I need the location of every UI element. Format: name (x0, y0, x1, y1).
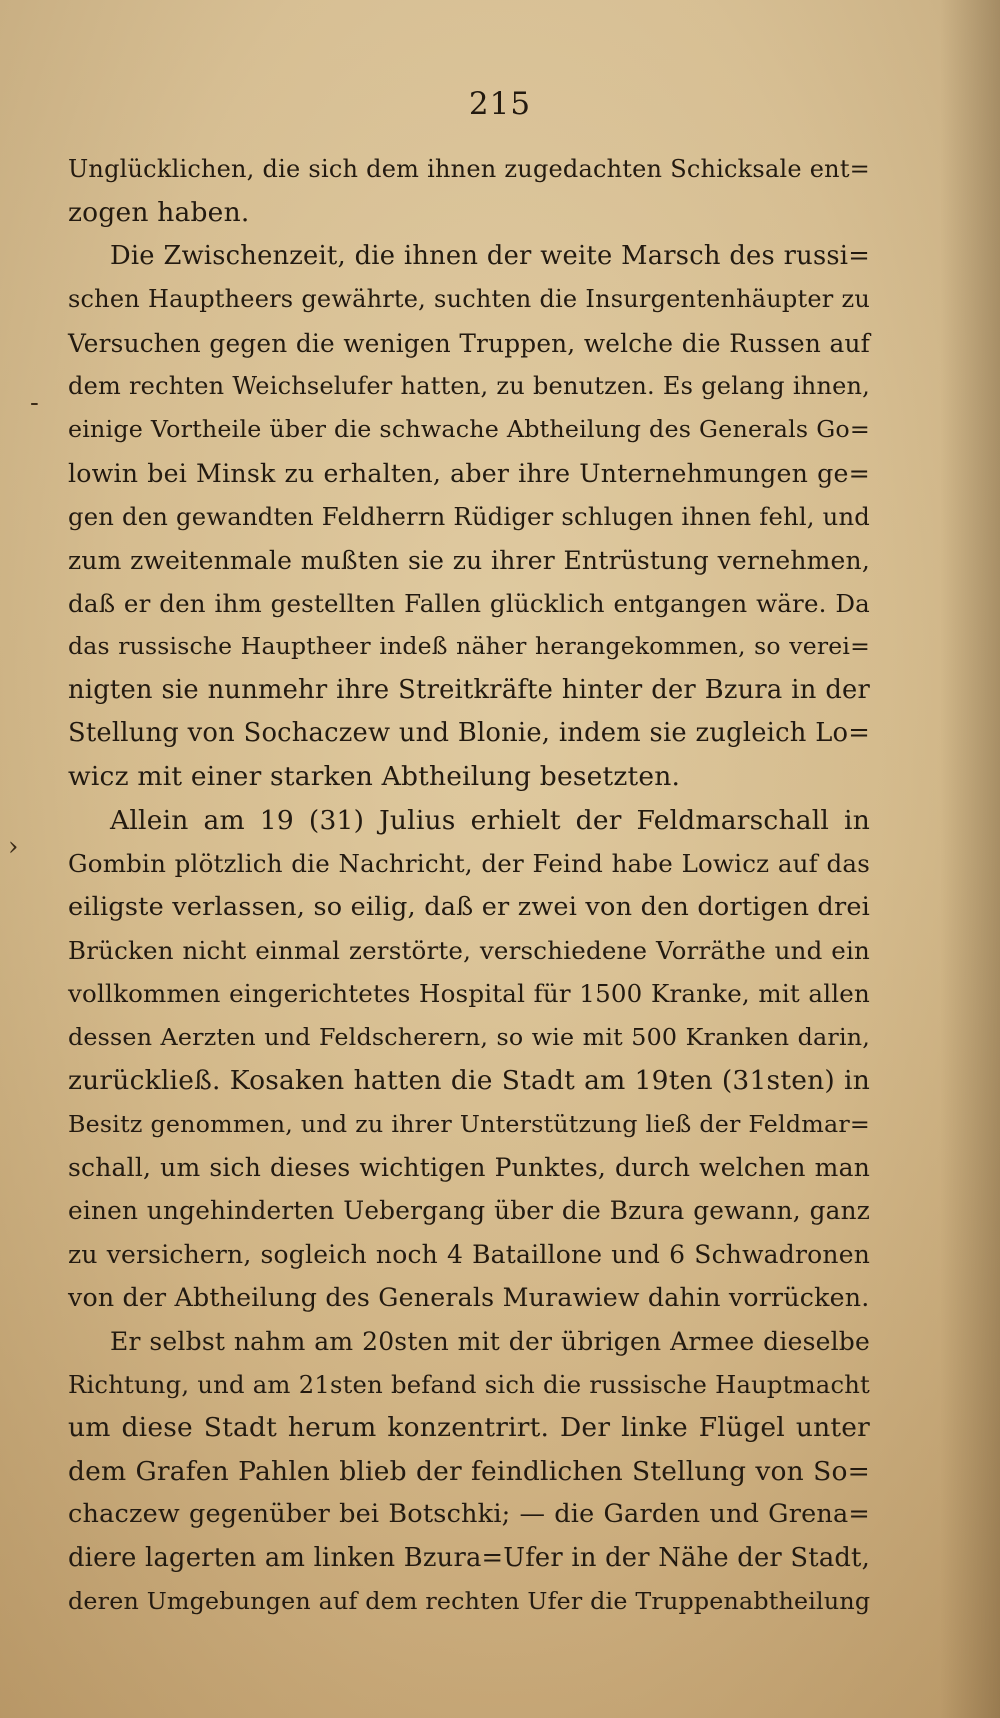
text-line: einige Vortheile über die schwache Abtheilung des Generals Go= (68, 415, 870, 444)
body-text (68, 148, 870, 1623)
text-line: Richtung, und am 21sten befand sich die russische Hauptmacht (68, 1369, 870, 1399)
text-line: diere lagerten am linken Bzura=Ufer in der Nähe der Stadt, (68, 1542, 870, 1573)
text-line: schall, um sich dieses wichtigen Punktes, durch welchen man (68, 1152, 870, 1182)
text-line: Er selbst nahm am 20sten mit der übrigen Armee dieselbe (110, 1326, 870, 1356)
text-line: gen den gewandten Feldherrn Rüdiger schlugen ihnen fehl, und (68, 502, 870, 532)
text-line: zogen haben. (68, 197, 250, 229)
text-line: Versuchen gegen die wenigen Truppen, welche die Russen auf (68, 328, 870, 358)
margin-mark: › (8, 832, 19, 862)
text-line: von der Abtheilung des Generals Murawiew dahin vorrücken. (68, 1283, 870, 1313)
text-line: eiligste verlassen, so eilig, daß er zwei von den dortigen drei (68, 891, 870, 922)
text-line: wicz mit einer starken Abtheilung besetzten. (68, 761, 681, 793)
text-line: dem Grafen Pahlen blieb der feindlichen Stellung von So= (68, 1455, 870, 1487)
text-line: dem rechten Weichselufer hatten, zu benutzen. Es gelang ihnen, (68, 371, 870, 400)
text-line: daß er den ihm gestellten Fallen glücklich entgangen wäre. Da (68, 588, 870, 618)
text-line: Stellung von Sochaczew und Blonie, indem sie zugleich Lo= (68, 718, 870, 749)
text-line: chaczew gegenüber bei Botschki; — die Garden und Grena= (68, 1499, 870, 1530)
text-line: Gombin plötzlich die Nachricht, der Feind habe Lowicz auf das (68, 849, 870, 879)
text-line: Allein am 19 (31) Julius erhielt der Feldmarschall in (110, 804, 870, 836)
text-line: zum zweitenmale mußten sie zu ihrer Entrüstung vernehmen, (68, 545, 870, 575)
text-line: dessen Aerzten und Feldscherern, so wie mit 500 Kranken darin, (68, 1022, 870, 1051)
margin-mark: - (30, 388, 39, 418)
text-line: nigten sie nunmehr ihre Streitkräfte hinter der Bzura in der (68, 674, 870, 705)
page-number: 215 (468, 86, 532, 122)
page-edge-shadow (940, 0, 1000, 1718)
text-line: vollkommen eingerichtetes Hospital für 1500 Kranke, mit allen (68, 979, 870, 1009)
text-line: schen Hauptheers gewährte, suchten die Insurgentenhäupter zu (68, 285, 870, 314)
text-line: das russische Hauptheer indeß näher herangekommen, so verei= (68, 632, 870, 661)
text-line: deren Umgebungen auf dem rechten Ufer die Truppenabtheilung (68, 1586, 871, 1615)
text-line: zu versichern, sogleich noch 4 Bataillone und 6 Schwadronen (68, 1239, 870, 1269)
text-line: zurückließ. Kosaken hatten die Stadt am 19ten (31sten) in (68, 1065, 870, 1097)
text-line: Besitz genommen, und zu ihrer Unterstützung ließ der Feldmar= (68, 1109, 870, 1138)
text-line: lowin bei Minsk zu erhalten, aber ihre Unternehmungen ge= (68, 458, 870, 488)
text-line: einen ungehinderten Uebergang über die Bzura gewann, ganz (68, 1196, 870, 1226)
text-line: Unglücklichen, die sich dem ihnen zugedachten Schicksale ent= (68, 155, 870, 183)
text-line: Die Zwischenzeit, die ihnen der weite Marsch des russi= (110, 240, 870, 271)
text-line: Brücken nicht einmal zerstörte, verschiedene Vorräthe und ein (68, 936, 870, 966)
text-line: um diese Stadt herum konzentrirt. Der linke Flügel unter (68, 1412, 870, 1444)
